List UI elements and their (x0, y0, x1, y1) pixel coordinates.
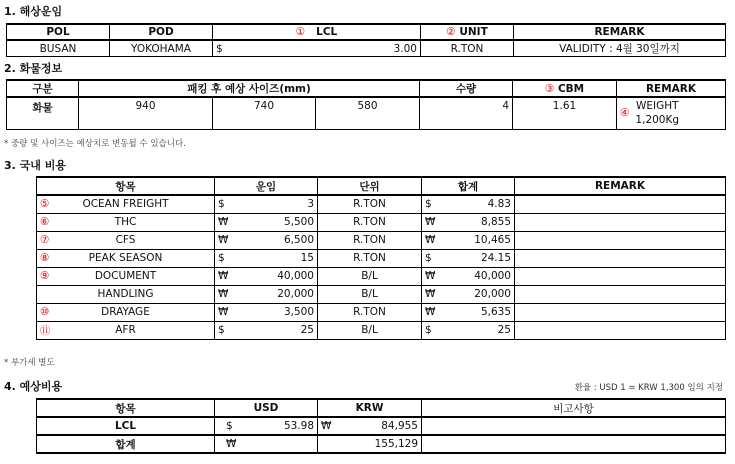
item-cell: ⑨ DOCUMENT (37, 267, 215, 285)
total-cell: ₩ 5,635 (422, 303, 515, 321)
sum-krw-cell: 155,129 (318, 435, 422, 453)
ocean-freight-table (6, 23, 726, 57)
size-d1-cell: 940 (79, 97, 213, 129)
table-row (37, 195, 726, 213)
unit-cell-3: R.TON (318, 195, 422, 213)
marker-2: ② (446, 26, 456, 38)
section-4-title: 4. 예상비용 (4, 380, 63, 393)
cargo-note: * 중량 및 사이즈는 예상치로 변동될 수 있습니다. (4, 139, 186, 149)
item-marker: ⑤ (40, 198, 50, 211)
lcl-cell: $ 3.00 (213, 40, 421, 57)
cbm-header: ③ CBM (513, 80, 617, 97)
item-marker: ⑦ (40, 234, 50, 246)
item-marker: ⑨ (40, 270, 50, 282)
total-cell: ₩ 20,000 (422, 285, 515, 303)
rate-cell: $ 15 (215, 249, 318, 267)
marker-3: ③ (544, 82, 555, 95)
sum-notes-cell (422, 435, 726, 453)
item-cell: ⑧ PEAK SEASON (37, 249, 215, 267)
rate-cell: ₩ 5,500 (215, 213, 318, 231)
category-header: 구분 (7, 80, 79, 97)
remark-cell-3 (515, 213, 726, 231)
remark-header-2: REMARK (617, 80, 726, 97)
usd-header: USD (215, 399, 318, 417)
sum-item-cell: 합계 (37, 435, 215, 453)
remark-cell-3 (515, 195, 726, 213)
item-cell: HANDLING (37, 285, 215, 303)
sum-usd-cell: ₩ (215, 435, 318, 453)
qty-cell: 4 (420, 97, 513, 129)
pod-cell: YOKOHAMA (110, 40, 213, 57)
unit-cell-3: B/L (318, 285, 422, 303)
marker-4: ④ (620, 107, 630, 120)
table-row (37, 213, 726, 231)
notes-header: 비고사항 (422, 399, 726, 417)
lcl-krw-cell: ₩ 84,955 (318, 417, 422, 435)
item-marker: ⑩ (40, 306, 50, 318)
item-marker: ⑥ (40, 216, 50, 228)
unit-cell: R.TON (421, 40, 514, 57)
item-cell: ⑪ AFR (37, 321, 215, 339)
remark-cell-3 (515, 303, 726, 321)
remark-header: REMARK (514, 24, 726, 40)
item-cell: ⑩ DRAYAGE (37, 303, 215, 321)
qty-header: 수량 (420, 80, 513, 97)
total-cell: ₩ 10,465 (422, 231, 515, 249)
remark-cell: VALIDITY : 4월 30일까지 (514, 40, 726, 57)
table-row (37, 267, 726, 285)
unit-cell-3: R.TON (318, 231, 422, 249)
domestic-cost-table (36, 176, 726, 340)
rate-header: 운임 (215, 177, 318, 195)
lcl-header: ① LCL (213, 24, 421, 40)
unit-cell-3: B/L (318, 267, 422, 285)
total-cell: $ 24.15 (422, 249, 515, 267)
pod-header: POD (110, 24, 213, 40)
total-cell: ₩ 40,000 (422, 267, 515, 285)
weight-cell: ④ WEIGHT 1,200Kg (617, 97, 726, 129)
item-cell: ⑤ OCEAN FREIGHT (37, 195, 215, 213)
remark-cell-3 (515, 249, 726, 267)
lcl-usd-cell: $ 53.98 (215, 417, 318, 435)
table-row (37, 231, 726, 249)
size-d2-cell: 740 (213, 97, 316, 129)
marker-1: ① (295, 26, 306, 38)
exchange-rate-note: 환율 : USD 1 = KRW 1,300 임의 지정 (574, 383, 723, 393)
remark-cell-3 (515, 285, 726, 303)
size-header: 패킹 후 예상 사이즈(mm) (79, 80, 420, 97)
rate-cell: ₩ 20,000 (215, 285, 318, 303)
unit-cell-3: R.TON (318, 249, 422, 267)
section-2-title: 2. 화물정보 (4, 62, 63, 75)
remark-cell-3 (515, 267, 726, 285)
lcl-item-cell: LCL (37, 417, 215, 435)
total-cell: $ 4.83 (422, 195, 515, 213)
item-header: 항목 (37, 177, 215, 195)
lcl-notes-cell (422, 417, 726, 435)
rate-cell: ₩ 6,500 (215, 231, 318, 249)
item-cell: ⑥ THC (37, 213, 215, 231)
unit-cell-3: R.TON (318, 303, 422, 321)
krw-header: KRW (318, 399, 422, 417)
unit-cell-3: R.TON (318, 213, 422, 231)
rate-cell: $ 3 (215, 195, 318, 213)
table-row (37, 249, 726, 267)
section-1-title: 1. 해상운임 (4, 5, 63, 18)
total-cell: ₩ 8,855 (422, 213, 515, 231)
estimated-cost-table (36, 398, 726, 454)
item-header-4: 항목 (37, 399, 215, 417)
vat-note: * 부가세 별도 (4, 358, 55, 368)
table-row (37, 285, 726, 303)
rate-cell: $ 25 (215, 321, 318, 339)
unit-header: ② UNIT (421, 24, 514, 40)
size-d3-cell: 580 (316, 97, 420, 129)
rate-cell: ₩ 40,000 (215, 267, 318, 285)
pol-header: POL (7, 24, 110, 40)
cbm-cell: 1.61 (513, 97, 617, 129)
total-header: 합계 (422, 177, 515, 195)
item-cell: ⑦ CFS (37, 231, 215, 249)
rate-cell: ₩ 3,500 (215, 303, 318, 321)
section-3-title: 3. 국내 비용 (4, 159, 66, 172)
unit-cell-3: B/L (318, 321, 422, 339)
remark-header-3: REMARK (515, 177, 726, 195)
unit-header-3: 단위 (318, 177, 422, 195)
cargo-cell: 화물 (7, 97, 79, 129)
table-row (37, 321, 726, 339)
cargo-info-table (6, 79, 726, 130)
item-marker: ⑪ (40, 324, 51, 337)
total-cell: $ 25 (422, 321, 515, 339)
table-row (37, 303, 726, 321)
remark-cell-3 (515, 231, 726, 249)
remark-cell-3 (515, 321, 726, 339)
pol-cell: BUSAN (7, 40, 110, 57)
item-marker: ⑧ (40, 252, 50, 264)
